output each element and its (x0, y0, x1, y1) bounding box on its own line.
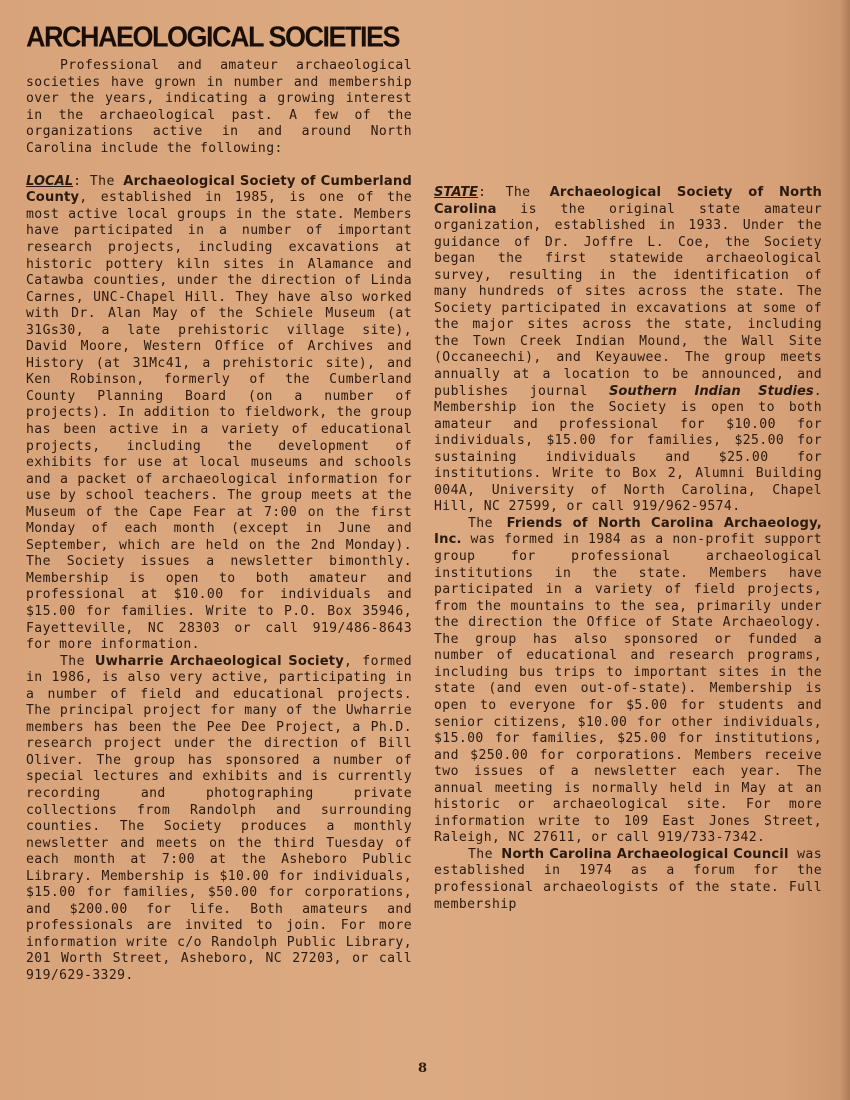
society-name-uwharrie: Uwharrie Archaeological Society (94, 653, 344, 669)
society-name-cumberland: Archaeological Society of Cumberland County (26, 173, 412, 206)
column-right (434, 185, 822, 913)
page-title: ARCHAEOLOGICAL SOCIETIES (26, 21, 400, 53)
council-paragraph: The North Carolina Archaeological Council was established in 1974 as a forum for the professional archaeologists of the state. Full membership (434, 846, 822, 912)
page-number: 8 (418, 1061, 428, 1076)
society-name-council: North Carolina Archaeological Council (501, 846, 789, 862)
local-paragraph: LOCAL: The Archaeological Society of Cumberland County, established in 1985, is one of the most active local groups in the state. Members have participated in a number of important research projects, including excavations at historic pottery kiln sites in Alamance and Catawba counties, under the direction of Linda Carnes, UNC-Chapel Hill. They have also worked with Dr. Alan May of the Schiele Museum (at 31Gs30, a late prehistoric village site), David Moore, Western Office of Archives and History (at 31Mc41, a prehistoric site), and Ken Robinson, formerly of the Cumberland County Planning Board (on a number of projects). In addition to fieldwork, the group has been active in a variety of educational projects, including the development of exhibits for use at local museums and schools and a packet of archaeological information for use by school teachers. The group meets at the Museum of the Cape Fear at 7:00 on the first Monday of each month (except in June and September, which are held on the 2nd Monday). The Society issues a newsletter bimonthly. Membership is open to both amateur and professional at $10.00 for individuals and $15.00 for families. Write to P.O. Box 35946, Fayetteville, NC 28303 or call 919/486-8643 for more information. (26, 173, 412, 653)
intro-paragraph: Professional and amateur archaeological societies have grown in number and membership over the years, indicating a growing interest in the archaeological past. A few of the organizations active in and around North Carolina include the following: (26, 58, 412, 156)
friends-paragraph: The Friends of North Carolina Archaeology, Inc. was formed in 1984 as a non-profit support group for professional archaeological institutions in the state. Members have participated in a variety of field projects, from the mountains to the sea, primarily under the direction the Office of State Archaeology. The group has also sponsored or funded a number of educational and research programs, including bus trips to important sites in the state (and even out-of-state). Membership is open to everyone for $5.00 for students and senior citizens, $10.00 for other individuals, $15.00 for families, $25.00 for institutions, and $250.00 for corporations. Members receive two issues of a newsletter each year. The annual meeting is normally held in May at an historic or archaeological site. For more information write to 109 East Jones Street, Raleigh, NC 27611, or call 919/733-7342. (434, 515, 822, 846)
section-label-state: STATE (434, 185, 479, 200)
page-edge-shadow (840, 0, 850, 1100)
section-label-local: LOCAL (26, 173, 74, 189)
society-name-friends: Friends of North Carolina Archaeology, Inc. (434, 515, 822, 548)
journal-title: Southern Indian Studies (608, 383, 814, 399)
state-paragraph: STATE: The Archaeological Society of North Carolina is the original state amateur organization, established in 1933. Under the guidance of Dr. Joffre L. Coe, the Society began the first statewide archaeological survey, resulting in the identification of many hundreds of sites across the state. The Society participated in excavations at some of the major sites across the state, including the Town Creek Indian Mound, the Wall Site (Occaneechi), and Keyauwee. The group meets annually at a location to be announced, and publishes journal Southern Indian Studies. Membership ion the Society is open to both amateur and professional for $10.00 for individuals, $15.00 for families, $25.00 for sustaining individuals and $25.00 for institutions. Write to Box 2, Alumni Building 004A, University of North Carolina, Chapel Hill, NC 27599, or call 919/962-9574. (434, 185, 822, 515)
column-left (26, 58, 412, 985)
uwharrie-paragraph: The Uwharrie Archaeological Society, formed in 1986, is also very active, participating in a number of field and educational projects. The principal project for many of the Uwharrie members has been the Pee Dee Project, a Ph.D. research project under the direction of Bill Oliver. The group has sponsored a number of special lectures and exhibits and is currently recording and photographing private collections from Randolph and surrounding counties. The Society produces a monthly newsletter and meets on the third Tuesday of each month at 7:00 at the Asheboro Public Library. Membership is $10.00 for individuals, $15.00 for families, $50.00 for corporations, and $200.00 for life. Both amateurs and professionals are invited to join. For more information write c/o Randolph Public Library, 201 Worth Street, Asheboro, NC 27203, or call 919/629-3329. (26, 653, 412, 984)
society-name-ncarolina: Archaeological Society of North Carolina (434, 185, 822, 217)
